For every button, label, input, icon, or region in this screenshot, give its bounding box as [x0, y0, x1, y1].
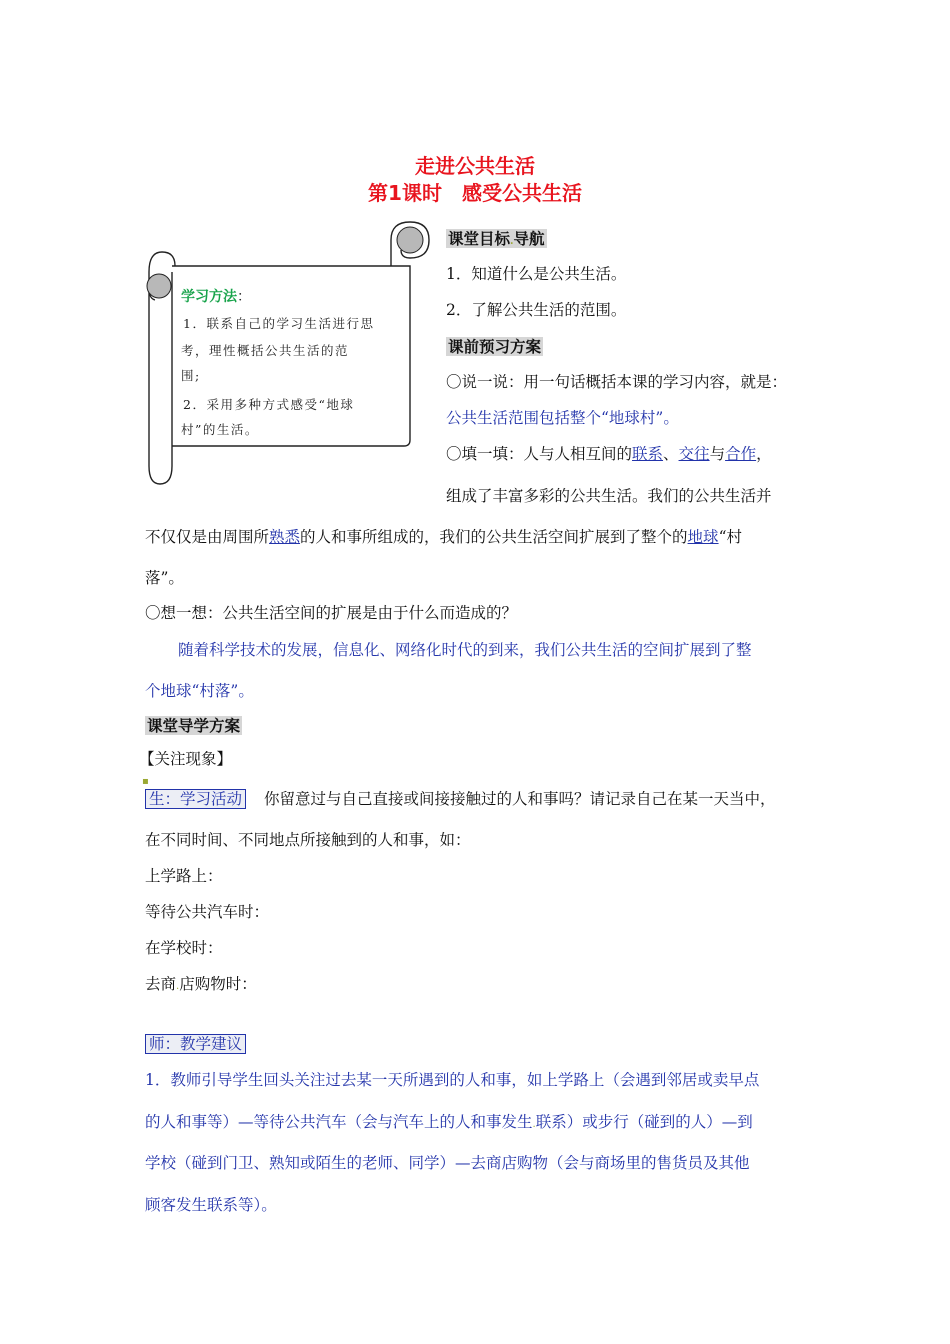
fill-answer-hezuo: 合作 [725, 445, 757, 463]
think-answer-line-1: 随着科学技术的发展，信息化、网络化时代的到来，我们公共生活的空间扩展到了整 [178, 641, 752, 659]
place-school-road: 上学路上： [145, 867, 223, 885]
think-prompt: 〇想一想：公共生活空间的扩展是由于什么而造成的？ [145, 604, 518, 622]
fill-line-4: 落”。 [145, 569, 184, 587]
say-answer: 公共生活范围包括整个“地球村”。 [446, 409, 679, 427]
suggestion-line-1: 1．教师引导学生回头关注过去某一天所遇到的人和事，如上学路上（会遇到邻居或卖早点 [145, 1071, 760, 1089]
focus-heading: 【关注现象】 [139, 750, 233, 768]
scroll-heading: 学习方法： [181, 289, 251, 305]
guide-heading: 课堂导学方案 [147, 716, 241, 735]
place-shop: 去商.店购物时： [145, 975, 257, 993]
activity-line-1: 生：学习活动 你留意过与自己直接或间接接触过的人和事吗？请记录自己在某一天当中， [145, 787, 776, 809]
fill-answer-shuxi: 熟悉 [269, 528, 301, 546]
document-title: 走进公共生活 [415, 154, 535, 178]
suggestion-line-3: 学校（碰到门卫、熟知或陌生的老师、同学）—去商店购物（会与商场里的售货员及其他 [145, 1154, 750, 1172]
fill-line-3: 不仅仅是由周围所熟悉的人和事所组成的，我们的公共生活空间扩展到了整个的地球“村 [145, 528, 742, 546]
activity-line-2: 在不同时间、不同地点所接触到的人和事，如： [145, 831, 471, 849]
teacher-label-line [145, 1032, 246, 1054]
say-prompt: 〇说一说：用一句话概括本课的学习内容，就是： [446, 373, 788, 391]
goal-item-2: 2．了解公共生活的范围。 [446, 301, 627, 319]
goals-heading: 课堂目标.导航 [448, 229, 545, 248]
marker-dot: ▪ [142, 776, 149, 787]
fill-line-1: 〇填一填：人与人相互间的联系、交往与合作， [446, 445, 772, 463]
fill-answer-lianxi: 联系 [632, 445, 664, 463]
scroll-line-1: 1．联系自己的学习生活进行思 [183, 316, 375, 331]
student-activity-label: 生：学习活动 [145, 789, 246, 809]
fill-answer-diqiu: 地球 [687, 528, 719, 546]
place-bus-wait: 等待公共汽车时： [145, 903, 270, 921]
fill-answer-jiaowang: 交往 [678, 445, 710, 463]
teacher-suggestion-label: 师：教学建议 [145, 1034, 246, 1054]
fill-line-2: 组成了丰富多彩的公共生活。我们的公共生活并 [446, 487, 772, 505]
preview-heading: 课前预习方案 [448, 337, 542, 356]
document-subtitle: 第1课时 感受公共生活 [368, 181, 582, 205]
scroll-line-3: 围; [181, 368, 201, 383]
suggestion-line-2: 的人和事等）—等待公共汽车（会与汽车上的人和事发生.联系）或步行（碰到的人）—到 [145, 1113, 753, 1131]
think-answer-line-2: 个地球“村落”。 [145, 682, 254, 700]
suggestion-line-4: 顾客发生联系等）。 [145, 1196, 277, 1214]
scroll-line-4: 2．采用多种方式感受“地球 [183, 397, 355, 412]
scroll-line-2: 考，理性概括公共生活的范 [181, 343, 350, 358]
place-school: 在学校时： [145, 939, 223, 957]
goal-item-1: 1．知道什么是公共生活。 [446, 265, 627, 283]
scroll-line-5: 村”的生活。 [181, 422, 259, 437]
